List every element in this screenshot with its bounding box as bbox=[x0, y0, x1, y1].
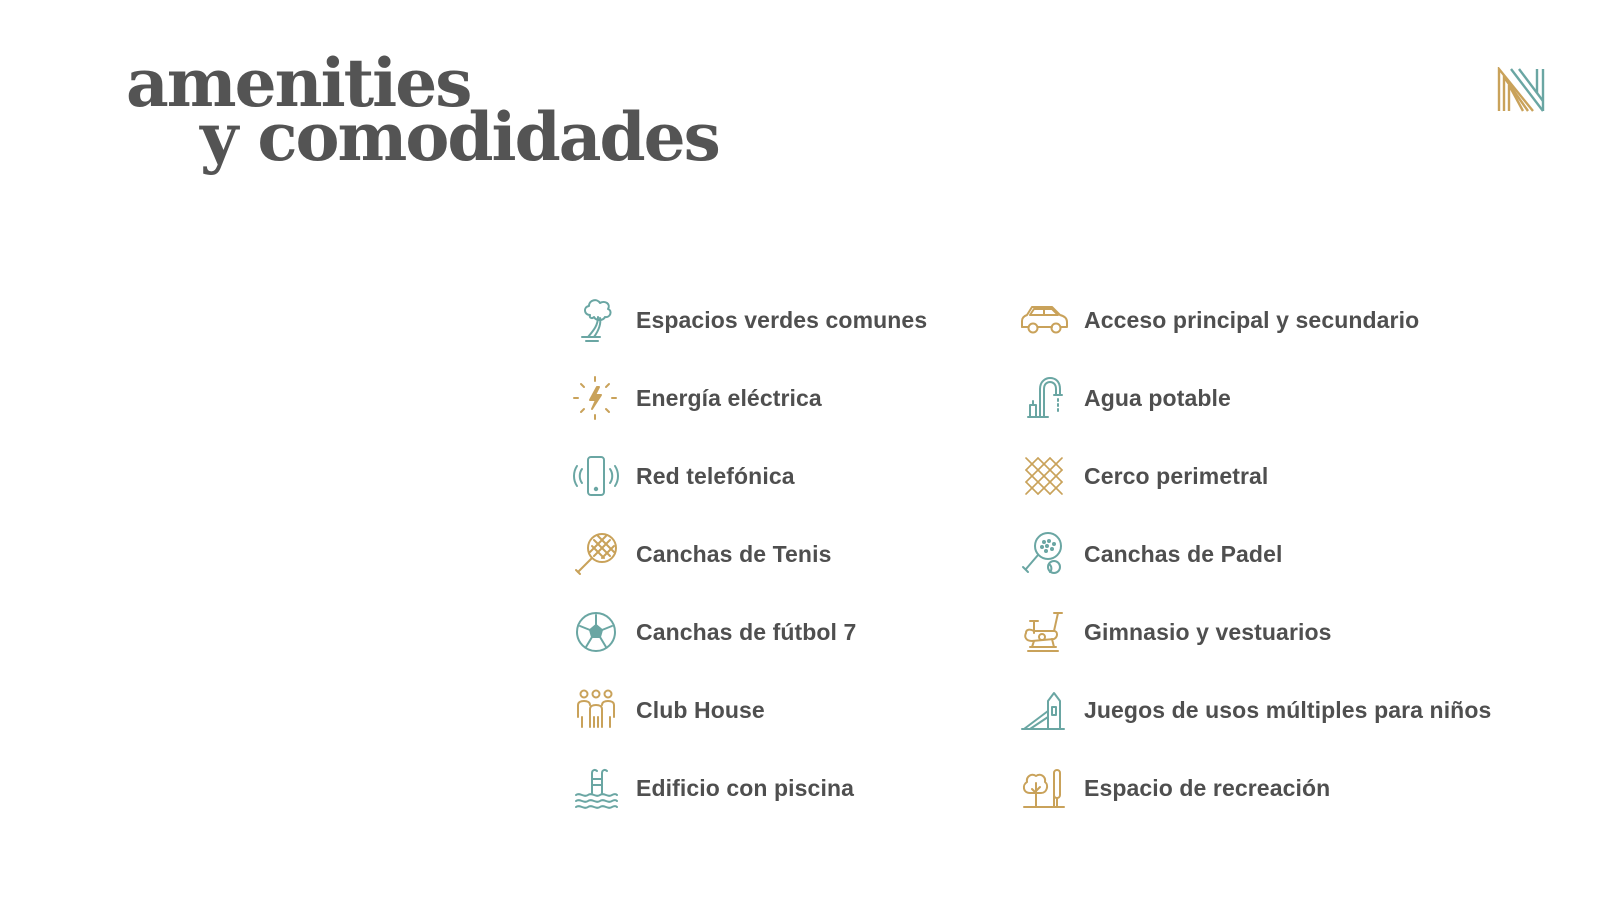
amenity-label: Canchas de Padel bbox=[1084, 540, 1283, 567]
title-line-1: amenities bbox=[126, 44, 471, 122]
title-line-2: y comodidades bbox=[200, 98, 719, 176]
amenity-item bbox=[1018, 373, 1231, 423]
lightning-icon bbox=[570, 373, 624, 423]
amenity-label: Edificio con piscina bbox=[636, 774, 854, 801]
padel-racket-icon bbox=[1018, 529, 1072, 579]
amenity-item bbox=[1018, 685, 1491, 735]
amenity-item bbox=[1018, 763, 1330, 813]
amenity-label: Gimnasio y vestuarios bbox=[1084, 618, 1332, 645]
amenity-item bbox=[570, 451, 795, 501]
amenity-item bbox=[570, 685, 765, 735]
soccer-ball-icon bbox=[570, 607, 624, 657]
amenity-item bbox=[570, 763, 854, 813]
amenity-item bbox=[1018, 529, 1282, 579]
amenity-label: Energía eléctrica bbox=[636, 384, 822, 411]
fence-icon bbox=[1018, 451, 1072, 501]
amenity-item bbox=[570, 295, 927, 345]
brand-logo-icon bbox=[1497, 67, 1545, 113]
amenity-label: Espacio de recreación bbox=[1084, 774, 1331, 801]
amenity-label: Acceso principal y secundario bbox=[1084, 306, 1420, 333]
brand-logo bbox=[1497, 67, 1545, 113]
amenity-item bbox=[570, 373, 822, 423]
playground-icon bbox=[1018, 685, 1072, 735]
amenity-item bbox=[570, 607, 856, 657]
tennis-racket-icon bbox=[570, 529, 624, 579]
amenity-label: Club House bbox=[636, 696, 765, 723]
amenity-label: Cerco perimetral bbox=[1084, 462, 1269, 489]
exercise-bike-icon bbox=[1018, 607, 1072, 657]
car-icon bbox=[1018, 295, 1072, 345]
pool-icon bbox=[570, 763, 624, 813]
tree-icon bbox=[570, 295, 624, 345]
amenity-label: Canchas de fútbol 7 bbox=[636, 618, 857, 645]
amenity-item bbox=[1018, 451, 1268, 501]
people-icon bbox=[570, 685, 624, 735]
amenity-label: Juegos de usos múltiples para niños bbox=[1084, 696, 1492, 723]
amenity-item bbox=[1018, 295, 1419, 345]
phone-icon bbox=[570, 451, 624, 501]
amenity-label: Canchas de Tenis bbox=[636, 540, 832, 567]
amenity-label: Red telefónica bbox=[636, 462, 795, 489]
park-icon bbox=[1018, 763, 1072, 813]
amenity-item bbox=[570, 529, 831, 579]
amenity-label: Espacios verdes comunes bbox=[636, 306, 928, 333]
faucet-icon bbox=[1018, 373, 1072, 423]
amenity-item bbox=[1018, 607, 1332, 657]
page-title bbox=[126, 44, 719, 176]
amenity-label: Agua potable bbox=[1084, 384, 1231, 411]
